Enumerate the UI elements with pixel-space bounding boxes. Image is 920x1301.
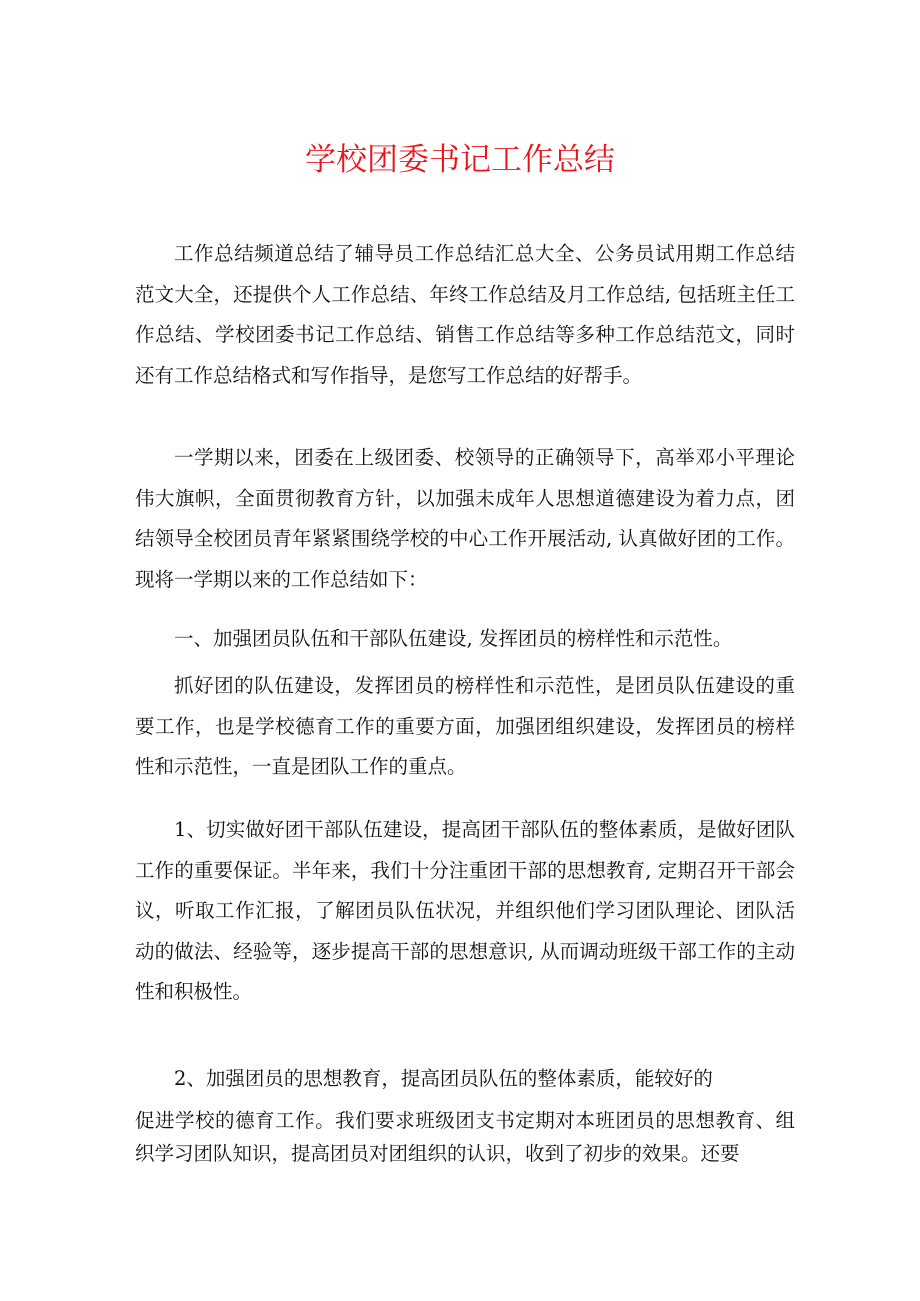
intro-paragraph: 工作总结频道总结了辅导员工作总结汇总大全、公务员试用期工作总结范文大全，还提供个人工作总结、年终工作总结及月工作总结, 包括班主任工作总结、学校团委书记工作总结、销售工作总结等多种工作总结范文，同时还有工作总结格式和写作指导，是您写工作总结的好帮手。: [135, 242, 795, 387]
item2-first-line: 2、加强团员的思想教育，提高团员队伍的整体素质，能较好的: [174, 1067, 713, 1090]
document-title: 学校团委书记工作总结: [305, 142, 615, 178]
item1-paragraph: 1、切实做好团干部队伍建设，提高团干部队伍的整体素质，是做好团队工作的重要保证。半年来，我们十分注重团干部的思想教育, 定期召开干部会议，听取工作汇报，了解团员队伍状况，并组织他们学习团队理论、团队活动的做法、经验等，逐步提高干部的思想意识, 从而调动班级干部工作的主动性和积极性。: [135, 818, 795, 1003]
section1-body-paragraph: 抓好团的队伍建设，发挥团员的榜样性和示范性，是团员队伍建设的重要工作，也是学校德育工作的重要方面，加强团组织建设，发挥团员的榜样性和示范性，一直是团队工作的重点。: [135, 674, 795, 778]
section1-heading: 一、加强团员队伍和干部队伍建设, 发挥团员的榜样性和示范性。: [174, 627, 733, 650]
overview-paragraph: 一学期以来，团委在上级团委、校领导的正确领导下，高举邓小平理论伟大旗帜，全面贯彻教育方针，以加强未成年人思想道德建设为着力点，团结领导全校团员青年紧紧围绕学校的中心工作开展活动, 认真做好团的工作。现将一学期以来的工作总结如下：: [135, 446, 795, 591]
item2-continuation: 促进学校的德育工作。我们要求班级团支书定期对本班团员的思想教育、组织学习团队知识，提高团员对团组织的认识，收到了初步的效果。还要: [135, 1109, 795, 1165]
